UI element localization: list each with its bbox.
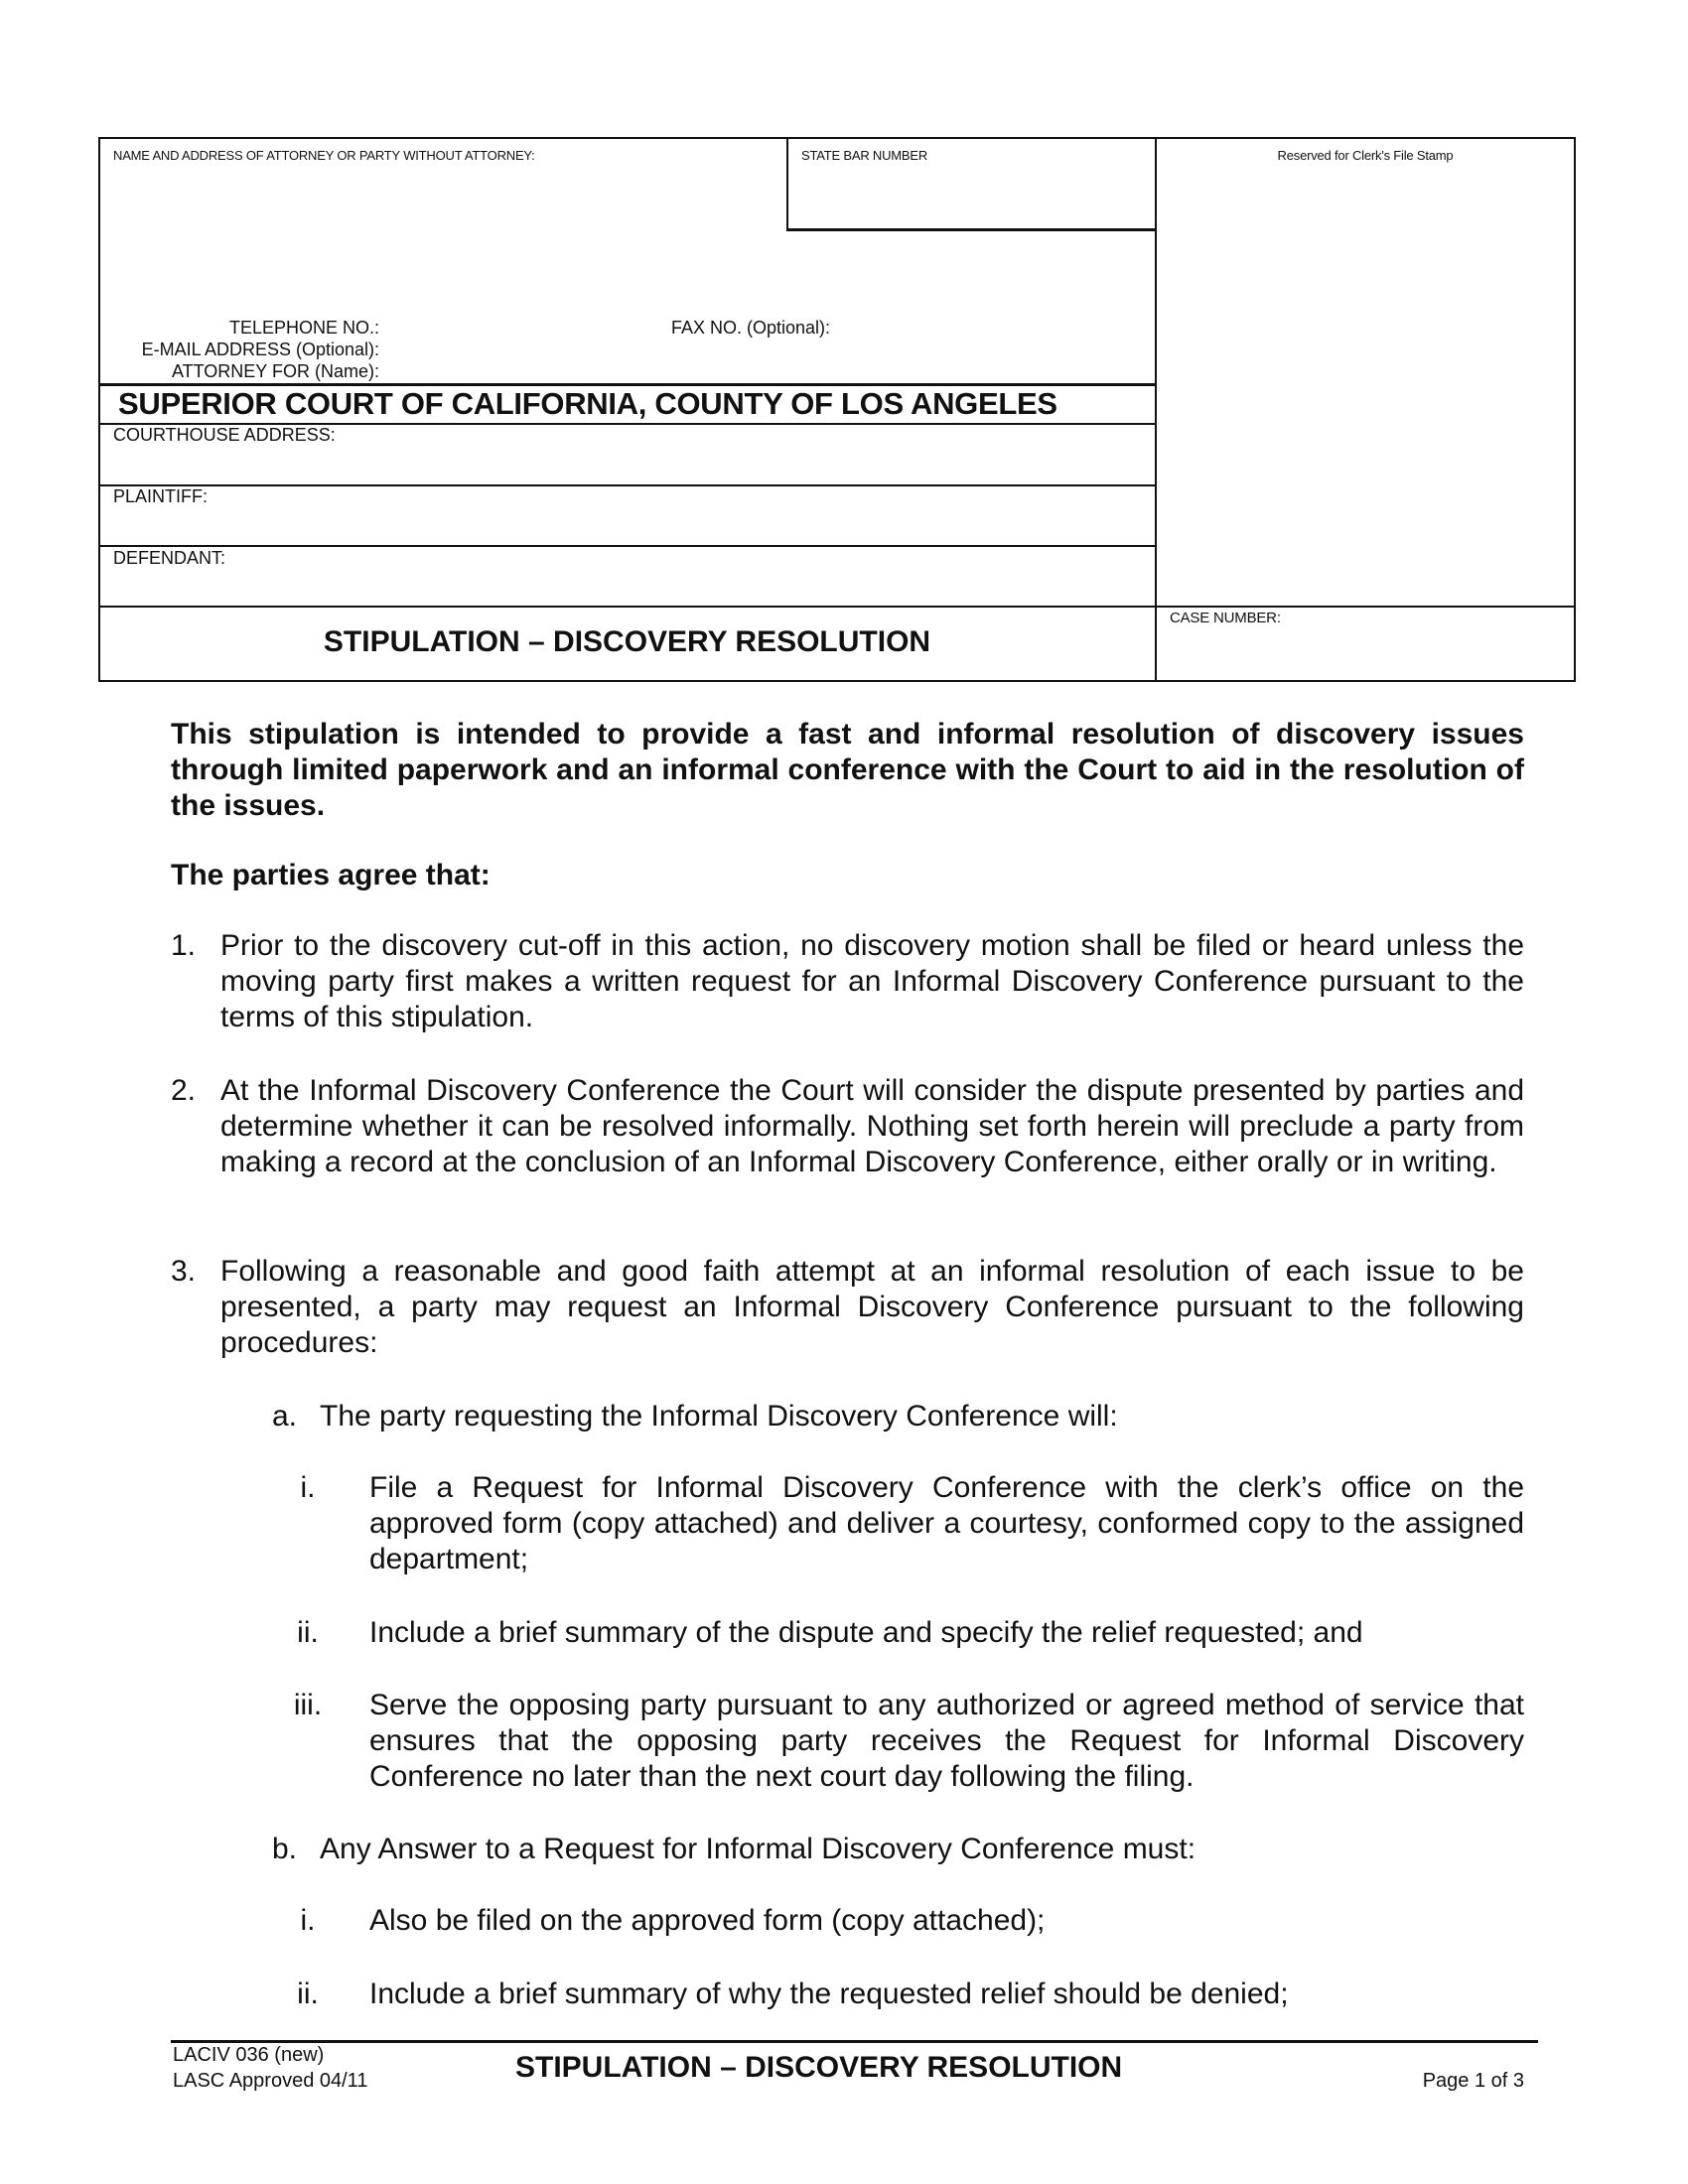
item-text: At the Informal Discovery Conference the Court will consider the dispute presented by parties and determine whether it can be resolved informally. Nothing set forth herein will preclude a party from making a record at the conclusion of an Informal Discovery Conference, either orally or in writing. xyxy=(220,1074,1524,1178)
court-title: SUPERIOR COURT OF CALIFORNIA, COUNTY OF LOS ANGELES xyxy=(118,386,1057,421)
roman-item-text: File a Request for Informal Discovery Conference with the clerk’s office on the approved form (copy attached) and deliver a courtesy, conformed copy to the assigned department; xyxy=(369,1471,1524,1575)
clerk-file-stamp-label: Reserved for Clerk's File Stamp xyxy=(1277,148,1454,163)
email-label: E-MAIL ADDRESS (Optional): xyxy=(141,340,379,359)
attorney-for-label: ATTORNEY FOR (Name): xyxy=(171,361,379,381)
fax-label: FAX NO. (Optional): xyxy=(671,318,831,338)
plaintiff-label: PLAINTIFF: xyxy=(113,486,209,506)
parties-agree-heading: The parties agree that: xyxy=(171,859,491,891)
item-number: 2. xyxy=(171,1074,197,1107)
roman-item-text: Include a brief summary of why the requested relief should be denied; xyxy=(369,1978,1289,2010)
telephone-label: TELEPHONE NO.: xyxy=(228,318,379,338)
roman-numeral: ii. xyxy=(297,1616,319,1649)
roman-numeral: i. xyxy=(300,1471,316,1504)
state-bar-bottom xyxy=(786,228,1156,231)
footer-title: STIPULATION – DISCOVERY RESOLUTION xyxy=(515,2051,1123,2084)
sub-item-letter: a. xyxy=(272,1400,298,1433)
defendant-bottom xyxy=(98,606,1576,608)
item-number: 3. xyxy=(171,1255,197,1288)
intro-paragraph: This stipulation is intended to provide a fast and informal resolution of discovery issues through limited paperwork and an informal conference with the Court to aid in the resolution of the issues. xyxy=(171,718,1524,822)
caption-column-divider xyxy=(1155,137,1157,682)
roman-numeral: iii. xyxy=(293,1689,323,1721)
state-bar-divider xyxy=(786,137,788,229)
sub-item-text: Any Answer to a Request for Informal Discovery Conference must: xyxy=(320,1833,1196,1865)
sub-item-text: The party requesting the Informal Discovery Conference will: xyxy=(320,1400,1118,1433)
case-number-label: CASE NUMBER: xyxy=(1170,610,1281,626)
footer-page-number: Page 1 of 3 xyxy=(1422,2070,1524,2092)
plaintiff-bottom xyxy=(98,545,1156,547)
item-text: Prior to the discovery cut-off in this action, no discovery motion shall be filed or heard unless the moving party first makes a written request for an Informal Discovery Conference pursuant to the terms of this stipulation. xyxy=(220,929,1524,1033)
courthouse-bottom xyxy=(98,484,1156,486)
form-title: STIPULATION – DISCOVERY RESOLUTION xyxy=(323,625,931,658)
roman-item-text: Include a brief summary of the dispute and specify the relief requested; and xyxy=(369,1616,1363,1649)
roman-numeral: ii. xyxy=(297,1978,319,2010)
roman-item-text: Serve the opposing party pursuant to any authorized or agreed method of service that ensures that the opposing party receives the Request for Informal Discovery Conference no later than the next court day following the filing. xyxy=(369,1689,1524,1793)
state-bar-number-label: STATE BAR NUMBER xyxy=(801,148,928,163)
footer-form-id: LACIV 036 (new) xyxy=(173,2044,325,2066)
footer-rule xyxy=(171,2040,1538,2043)
courthouse-address-label: COURTHOUSE ADDRESS: xyxy=(113,425,336,445)
footer-approved: LASC Approved 04/11 xyxy=(173,2070,368,2092)
sub-item-letter: b. xyxy=(272,1833,298,1865)
roman-item-text: Also be filed on the approved form (copy attached); xyxy=(369,1904,1046,1937)
item-text: Following a reasonable and good faith attempt at an informal resolution of each issue to be presented, a party may request an Informal Discovery Conference pursuant to the following procedures: xyxy=(220,1255,1524,1359)
attorney-name-address-label: NAME AND ADDRESS OF ATTORNEY OR PARTY WITHOUT ATTORNEY: xyxy=(113,148,535,163)
item-number: 1. xyxy=(171,929,197,962)
defendant-label: DEFENDANT: xyxy=(113,548,226,568)
roman-numeral: i. xyxy=(300,1904,316,1937)
